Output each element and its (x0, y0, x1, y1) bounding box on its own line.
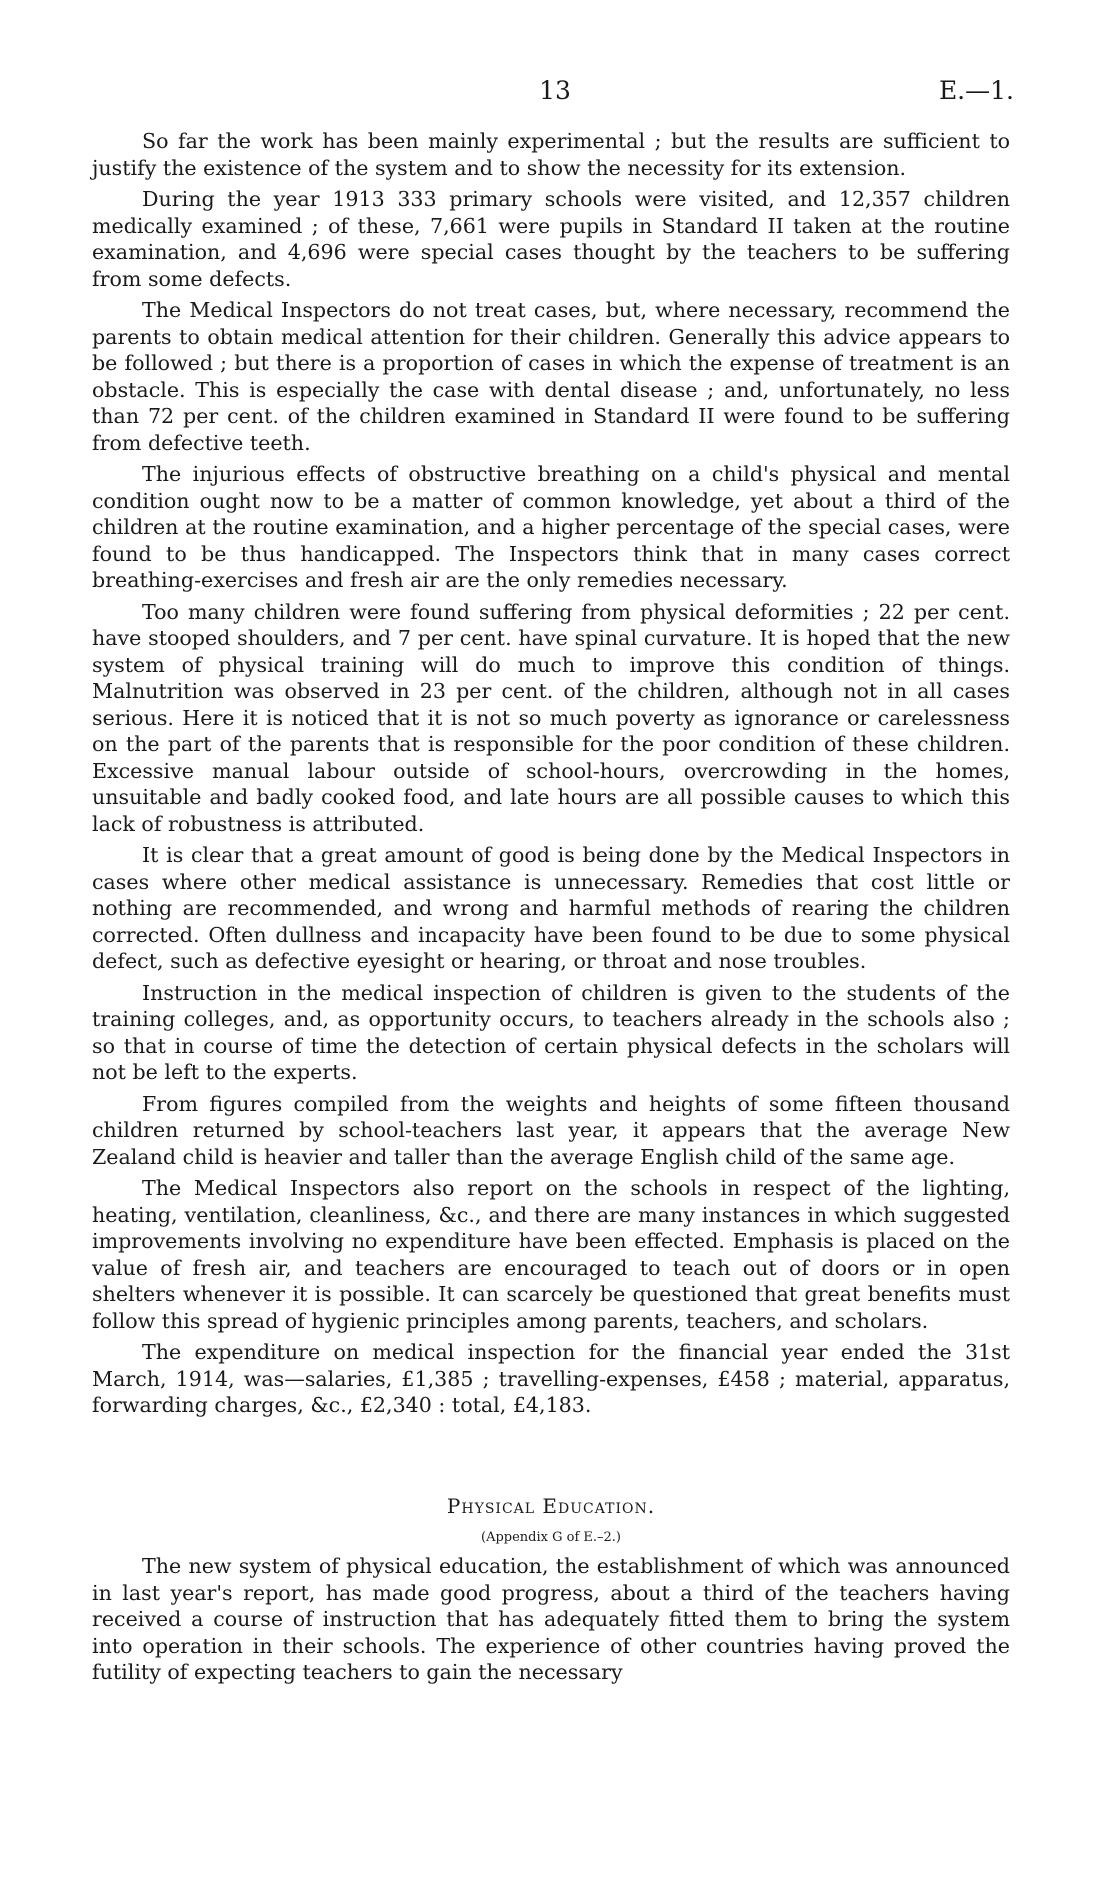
section-title: Physical Education. (446, 1494, 656, 1518)
page-number: 13 (539, 76, 571, 105)
physical-education-section (92, 1494, 1010, 1691)
paragraph: The Medical Inspectors also report on the schools in respect of the lighting, heating, ventilation, cleanliness, &c., and there are many instances in which suggested improvements involving no expenditure have been effected. Emphasis is placed on the value of fresh air, and teachers are encouraged to teach out of doors or in open shelters whenever it is possible. It can scarcely be questioned that great benefits must follow this spread of hygienic principles among parents, teachers, and scholars. (92, 1176, 1010, 1333)
paragraph: Too many children were found suffering from physical deformities ; 22 per cent. have stooped shoulders, and 7 per cent. have spinal curvature. It is hoped that the new system of physical training will do much to improve this condition of things. Malnutrition was observed in 23 per cent. of the children, although not in all cases serious. Here it is noticed that it is not so much poverty as ignorance or carelessness on the part of the parents that is responsible for the poor condition of these children. Excessive manual labour outside of school-hours, overcrowding in the homes, unsuitable and badly cooked food, and late hours are all possible causes to which this lack of robustness is attributed. (92, 599, 1010, 836)
paragraph: Instruction in the medical inspection of children is given to the students of the training colleges, and, as opportunity occurs, to teachers already in the schools also ; so that in course of time the detection of certain physical defects in the scholars will not be left to the experts. (92, 980, 1010, 1084)
paragraph: The injurious effects of obstructive breathing on a child's physical and mental condition ought now to be a matter of common knowledge, yet about a third of the children at the routine examination, and a higher percentage of the special cases, were found to be thus handicapped. The Inspectors think that in many cases correct breathing-exercises and fresh air are the only remedies necessary. (92, 462, 1010, 592)
section-paragraph: The new system of physical education, the establishment of which was announced in last year's report, has made good progress, about a third of the teachers having received a course of instruction that has adequately fitted them to bring the system into operation in their schools. The experience of other countries having proved the futility of expecting teachers to gain the necessary (92, 1554, 1010, 1684)
paragraph: So far the work has been mainly experimental ; but the results are sufficient to justify the existence of the system and to show the necessity for its extension. (92, 129, 1010, 180)
body-text (92, 128, 1010, 1424)
section-subtitle: (Appendix G of E.–2.) (481, 1530, 621, 1545)
paragraph: During the year 1913 333 primary schools were visited, and 12,357 children medically examined ; of these, 7,661 were pupils in Standard II taken at the routine examination, and 4,696 were special cases thought by the teachers to be suffering from some defects. (92, 187, 1010, 291)
paragraph: From figures compiled from the weights and heights of some fifteen thousand children returned by school-teachers last year, it appears that the average New Zealand child is heavier and taller than the average English child of the same age. (92, 1091, 1010, 1169)
paragraph: It is clear that a great amount of good is being done by the Medical Inspectors in cases where other medical assistance is unnecessary. Remedies that cost little or nothing are recommended, and wrong and harmful methods of rearing the children corrected. Often dullness and incapacity have been found to be due to some physical defect, such as defective eyesight or hearing, or throat and nose troubles. (92, 843, 1010, 973)
paragraph: The Medical Inspectors do not treat cases, but, where necessary, recommend the parents to obtain medical attention for their children. Generally this advice appears to be followed ; but there is a proportion of cases in which the expense of treatment is an obstacle. This is especially the case with dental disease ; and, unfortunately, no less than 72 per cent. of the children examined in Standard II were found to be suffering from defective teeth. (92, 298, 1010, 455)
document-reference: E.—1. (938, 76, 1014, 105)
page-header (90, 76, 1020, 112)
paragraph: The expenditure on medical inspection for the financial year ended the 31st March, 1914, was—salaries, £1,385 ; travelling-expenses, £458 ; material, apparatus, forwarding charges, &c., £2,340 : total, £4,183. (92, 1340, 1010, 1417)
